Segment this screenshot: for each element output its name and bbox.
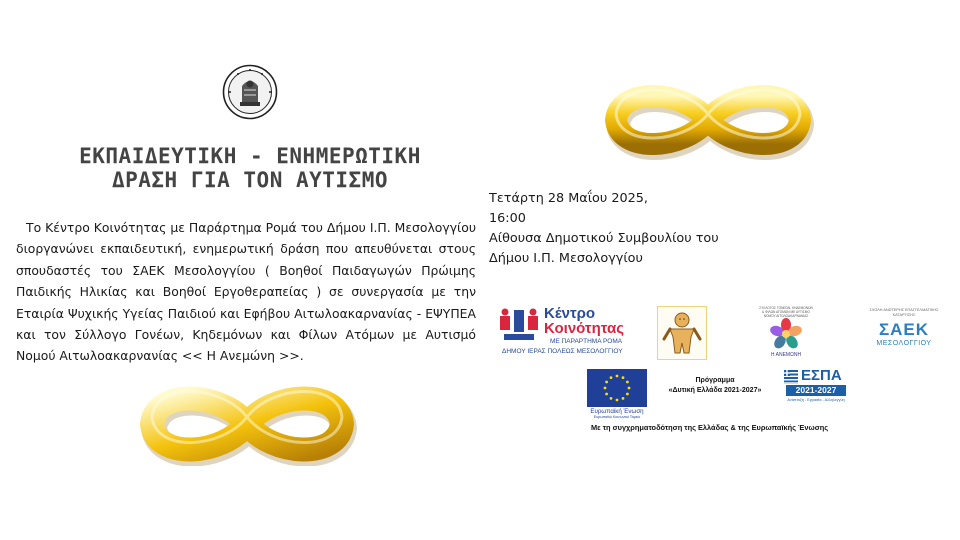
eu-name: Ευρωπαϊκή Ένωση [590, 408, 644, 415]
saek-logo [868, 308, 940, 352]
cofunding-statement: Με τη συγχρηματοδότηση της Ελλάδας & της Ευρωπαϊκής Ένωσης [591, 423, 829, 432]
title-line-1: ΕΚΠΑΙΔΕΥΤΙΚΗ - ΕΝΗΜΕΡΩΤΙΚΗ [79, 144, 421, 168]
event-date: Τετάρτη 28 Μαΐου 2025, [489, 191, 648, 206]
kentro-subtitle: ΜΕ ΠΑΡΑΡΤΗΜΑ ΡΟΜΑ [550, 338, 623, 345]
program-label: Πρόγραμμα [695, 377, 735, 384]
event-venue-line-2: Δήμου Ι.Π. Μεσολογγίου [489, 251, 643, 266]
espa-logo [784, 369, 848, 409]
saek-caption: ΣΧΟΛΗ ΑΝΩΤΕΡΗΣ ΕΠΑΓΓΕΛΜΑΤΙΚΗΣ ΚΑΤΑΡΤΙΣΗΣ [869, 308, 939, 317]
title-line-2: ΔΡΑΣΗ ΓΙΑ ΤΟΝ ΑΥΤΙΣΜΟ [111, 168, 388, 192]
program-name: «Δυτική Ελλάδα 2021-2027» [668, 387, 762, 394]
community-people-icon [500, 308, 538, 342]
eu-fund: Ευρωπαϊκό Κοινωνικό Ταμείο [593, 415, 641, 419]
kentro-koinotitas-logo [498, 306, 628, 360]
infinity-symbol-image-bottom [136, 382, 358, 466]
saek-name: ΣΑΕΚ [878, 320, 930, 339]
espa-tagline: Ανάπτυξη - Εργασία - Αλληλεγγύη [787, 398, 845, 402]
event-venue-line-1: Αίθουσα Δημοτικού Συμβουλίου του [489, 231, 719, 246]
anemoni-logo [758, 306, 814, 358]
espa-years: 2021-2027 [786, 385, 846, 396]
infinity-symbol-image [600, 80, 816, 160]
figure-icon [658, 307, 706, 359]
greek-flag-icon [784, 370, 798, 384]
kentro-title-line-2: Κοινότητας [544, 320, 625, 337]
anemoni-caption: ΣΥΛΛΟΓΟΣ ΓΟΝΕΩΝ, ΚΗΔΕΜΟΝΩΝ & ΦΙΛΩΝ ΑΤΟΜΩΝ ΜΕ ΑΥΤΙΣΜΟ ΝΟΜΟΥ ΑΙΤΩΛΟΑΚΑΡΝΑΝΙΑΣ [759, 306, 813, 318]
epsypea-logo [657, 306, 707, 360]
kentro-title-line-1: Κέντρο [544, 305, 596, 322]
announcement-text: Το Κέντρο Κοινότητας με Παράρτημα Ρομά του Δήμου Ι.Π. Μεσολογγίου διοργανώνει εκπαιδευτική, ενημερωτική δράση που απευθύνεται στους σπουδαστές του ΣΑΕΚ Μεσολογγίου ( Βοηθοί Παιδαγωγών Πρώιμης Παιδικής Ηλικίας και Βοηθοί Εργοθεραπείας ) σε συνεργασία με την Εταιρία Ψυχικής Υγείας Παιδιού και Εφήβου Αιτωλοακαρνανίας - ΕΨΥΠΕΑ και τον Σύλλογο Γονέων, Κηδεμόνων και Φίλων Ατόμων με Αυτισμό Νομού Αιτωλοακαρνανίας << Η Ανεμώνη >>. [16, 220, 476, 364]
saek-city: ΜΕΣΟΛΟΓΓΙΟΥ [876, 340, 932, 347]
eu-logo [586, 369, 648, 421]
anemone-flower-icon [770, 318, 802, 350]
eu-flag-icon [587, 369, 647, 407]
page-title [40, 144, 460, 192]
anemoni-name: Η ΑΝΕΜΩΝΗ [770, 352, 802, 358]
municipality-seal-logo [222, 64, 278, 120]
espa-name: ΕΣΠΑ [801, 367, 842, 384]
announcement-paragraph [16, 217, 476, 367]
kentro-municipality: ΔΗΜΟΥ ΙΕΡΑΣ ΠΟΛΕΩΣ ΜΕΣΟΛΟΓΓΙΟΥ [502, 348, 623, 355]
event-time: 16:00 [489, 211, 526, 226]
